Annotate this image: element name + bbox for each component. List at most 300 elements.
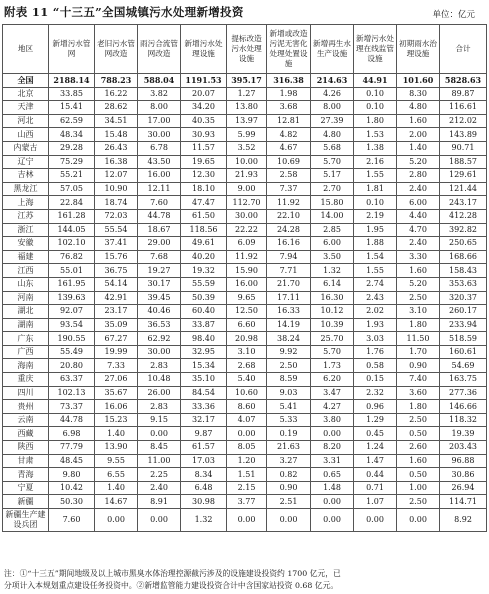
value-cell: 144.05 (49, 223, 95, 237)
value-cell: 6.78 (138, 141, 181, 155)
value-cell: 8.30 (397, 87, 440, 101)
investment-table (2, 24, 487, 532)
value-cell: 9.15 (138, 413, 181, 427)
value-cell: 161.28 (49, 209, 95, 223)
value-cell: 77.79 (49, 441, 95, 455)
table-row (3, 223, 487, 237)
value-cell: 9.65 (227, 291, 267, 305)
value-cell: 3.77 (227, 495, 267, 509)
value-cell: 14.00 (311, 209, 354, 223)
value-cell: 2.40 (138, 481, 181, 495)
value-cell: 32.17 (181, 413, 227, 427)
value-cell: 19.32 (181, 264, 227, 278)
value-cell: 2.74 (354, 277, 397, 291)
value-cell: 57.05 (49, 182, 95, 196)
value-cell: 1.55 (354, 169, 397, 183)
region-cell: 云南 (3, 413, 49, 427)
value-cell: 214.63 (311, 74, 354, 88)
value-cell: 30.98 (181, 495, 227, 509)
value-cell: 190.55 (49, 332, 95, 346)
value-cell: 10.60 (227, 386, 267, 400)
value-cell: 1.93 (354, 318, 397, 332)
value-cell: 8.45 (138, 441, 181, 455)
value-cell: 0.00 (267, 509, 311, 532)
region-cell: 山东 (3, 277, 49, 291)
value-cell: 54.14 (95, 277, 138, 291)
column-header: 初期雨水治理设施 (397, 25, 440, 74)
table-row (3, 495, 487, 509)
value-cell: 0.82 (267, 468, 311, 482)
region-cell: 新疆 (3, 495, 49, 509)
value-cell: 0.90 (267, 481, 311, 495)
column-header: 新增污水处理在线监管设施 (354, 25, 397, 74)
region-cell: 宁夏 (3, 481, 49, 495)
value-cell: 1.38 (354, 141, 397, 155)
region-cell: 上海 (3, 196, 49, 210)
value-cell: 37.41 (95, 237, 138, 251)
value-cell: 212.02 (440, 114, 487, 128)
value-cell: 15.23 (95, 413, 138, 427)
value-cell: 32.95 (181, 345, 227, 359)
table-row (3, 454, 487, 468)
value-cell: 0.00 (311, 427, 354, 441)
value-cell: 3.10 (397, 305, 440, 319)
value-cell: 5828.63 (440, 74, 487, 88)
value-cell: 16.16 (267, 237, 311, 251)
value-cell: 20.07 (181, 87, 227, 101)
value-cell: 2.16 (354, 155, 397, 169)
value-cell: 2.68 (227, 359, 267, 373)
value-cell: 36.53 (138, 318, 181, 332)
value-cell: 18.74 (95, 196, 138, 210)
value-cell: 13.97 (227, 114, 267, 128)
value-cell: 250.65 (440, 237, 487, 251)
value-cell: 0.00 (227, 427, 267, 441)
total-row (3, 74, 487, 88)
region-cell: 四川 (3, 386, 49, 400)
value-cell: 146.66 (440, 400, 487, 414)
value-cell: 42.91 (95, 291, 138, 305)
value-cell: 1.80 (354, 114, 397, 128)
value-cell: 5.40 (227, 373, 267, 387)
value-cell: 6.55 (95, 468, 138, 482)
value-cell: 19.65 (181, 155, 227, 169)
value-cell: 0.50 (397, 427, 440, 441)
value-cell: 30.86 (440, 468, 487, 482)
value-cell: 0.00 (311, 509, 354, 532)
value-cell: 12.30 (181, 169, 227, 183)
value-cell: 44.91 (354, 74, 397, 88)
region-cell: 内蒙古 (3, 141, 49, 155)
value-cell: 40.35 (181, 114, 227, 128)
value-cell: 8.20 (311, 441, 354, 455)
value-cell: 15.76 (95, 250, 138, 264)
value-cell: 4.70 (397, 223, 440, 237)
value-cell: 3.10 (227, 345, 267, 359)
value-cell: 72.03 (95, 209, 138, 223)
value-cell: 8.60 (227, 400, 267, 414)
value-cell: 11.00 (138, 454, 181, 468)
value-cell: 7.71 (267, 264, 311, 278)
value-cell: 6.00 (311, 237, 354, 251)
value-cell: 76.82 (49, 250, 95, 264)
region-cell: 甘肃 (3, 454, 49, 468)
value-cell: 27.39 (311, 114, 354, 128)
column-header: 新增或改造污泥无害化处理处置设施 (267, 25, 311, 74)
header (0, 0, 489, 22)
value-cell: 0.00 (227, 509, 267, 532)
value-cell: 40.20 (181, 250, 227, 264)
value-cell: 160.61 (440, 345, 487, 359)
value-cell: 4.26 (311, 87, 354, 101)
column-header: 新增再生水生产设施 (311, 25, 354, 74)
table-row (3, 318, 487, 332)
value-cell: 73.37 (49, 400, 95, 414)
value-cell: 0.50 (397, 468, 440, 482)
value-cell: 139.63 (49, 291, 95, 305)
value-cell: 1.70 (397, 345, 440, 359)
value-cell: 2.25 (138, 468, 181, 482)
value-cell: 0.90 (397, 359, 440, 373)
value-cell: 2.40 (397, 182, 440, 196)
value-cell: 163.75 (440, 373, 487, 387)
value-cell: 260.17 (440, 305, 487, 319)
value-cell: 0.10 (354, 87, 397, 101)
value-cell: 4.67 (267, 141, 311, 155)
value-cell: 0.65 (311, 468, 354, 482)
table-row (3, 481, 487, 495)
value-cell: 1.40 (95, 481, 138, 495)
region-cell: 黑龙江 (3, 182, 49, 196)
value-cell: 96.88 (440, 454, 487, 468)
value-cell: 10.00 (227, 155, 267, 169)
value-cell: 12.81 (267, 114, 311, 128)
value-cell: 143.89 (440, 128, 487, 142)
value-cell: 17.03 (181, 454, 227, 468)
value-cell: 3.27 (267, 454, 311, 468)
value-cell: 6.09 (227, 237, 267, 251)
value-cell: 21.63 (267, 441, 311, 455)
value-cell: 61.57 (181, 441, 227, 455)
value-cell: 18.10 (181, 182, 227, 196)
value-cell: 1.29 (354, 413, 397, 427)
value-cell: 8.59 (267, 373, 311, 387)
value-cell: 3.31 (311, 454, 354, 468)
value-cell: 19.39 (440, 427, 487, 441)
value-cell: 55.59 (181, 277, 227, 291)
value-cell: 43.50 (138, 155, 181, 169)
region-cell: 全国 (3, 74, 49, 88)
value-cell: 9.00 (227, 182, 267, 196)
value-cell: 129.61 (440, 169, 487, 183)
value-cell: 2.50 (397, 413, 440, 427)
value-cell: 121.44 (440, 182, 487, 196)
value-cell: 48.34 (49, 128, 95, 142)
value-cell: 10.42 (49, 481, 95, 495)
value-cell: 24.28 (267, 223, 311, 237)
value-cell: 13.80 (227, 101, 267, 115)
value-cell: 8.00 (138, 101, 181, 115)
value-cell: 10.90 (95, 182, 138, 196)
region-cell: 浙江 (3, 223, 49, 237)
table-row (3, 128, 487, 142)
value-cell: 7.60 (49, 509, 95, 532)
value-cell: 63.37 (49, 373, 95, 387)
value-cell: 55.49 (49, 345, 95, 359)
value-cell: 22.84 (49, 196, 95, 210)
value-cell: 30.93 (181, 128, 227, 142)
value-cell: 50.30 (49, 495, 95, 509)
unit-label: 单位：亿元 (432, 10, 475, 20)
value-cell: 7.60 (138, 196, 181, 210)
value-cell: 3.52 (227, 141, 267, 155)
value-cell: 203.43 (440, 441, 487, 455)
value-cell: 788.23 (95, 74, 138, 88)
value-cell: 8.92 (440, 509, 487, 532)
value-cell: 353.63 (440, 277, 487, 291)
value-cell: 6.98 (49, 427, 95, 441)
value-cell: 17.00 (138, 114, 181, 128)
value-cell: 36.75 (95, 264, 138, 278)
value-cell: 0.10 (354, 196, 397, 210)
table-row (3, 509, 487, 532)
region-cell: 重庆 (3, 373, 49, 387)
value-cell: 29.00 (138, 237, 181, 251)
column-header: 雨污合流管网改造 (138, 25, 181, 74)
table-row (3, 237, 487, 251)
column-header: 新增污水管网 (49, 25, 95, 74)
value-cell: 16.22 (95, 87, 138, 101)
value-cell: 1.24 (354, 441, 397, 455)
value-cell: 35.09 (95, 318, 138, 332)
value-cell: 19.27 (138, 264, 181, 278)
value-cell: 10.48 (138, 373, 181, 387)
value-cell: 118.32 (440, 413, 487, 427)
footnote (4, 568, 485, 592)
value-cell: 1.80 (397, 318, 440, 332)
region-cell: 湖北 (3, 305, 49, 319)
value-cell: 47.47 (181, 196, 227, 210)
value-cell: 89.87 (440, 87, 487, 101)
value-cell: 2.83 (138, 400, 181, 414)
value-cell: 6.20 (311, 373, 354, 387)
value-cell: 9.55 (95, 454, 138, 468)
value-cell: 9.87 (181, 427, 227, 441)
value-cell: 6.14 (311, 277, 354, 291)
region-cell: 新疆生产建设兵团 (3, 509, 49, 532)
value-cell: 277.36 (440, 386, 487, 400)
value-cell: 15.48 (95, 128, 138, 142)
value-cell: 16.33 (267, 305, 311, 319)
value-cell: 33.85 (49, 87, 95, 101)
value-cell: 29.28 (49, 141, 95, 155)
value-cell: 6.60 (227, 318, 267, 332)
value-cell: 1.27 (227, 87, 267, 101)
table-row (3, 291, 487, 305)
value-cell: 1.76 (354, 345, 397, 359)
value-cell: 23.17 (95, 305, 138, 319)
region-cell: 辽宁 (3, 155, 49, 169)
value-cell: 5.41 (267, 400, 311, 414)
region-cell: 湖南 (3, 318, 49, 332)
value-cell: 3.60 (397, 386, 440, 400)
value-cell: 9.92 (267, 345, 311, 359)
value-cell: 2.00 (397, 128, 440, 142)
region-cell: 西藏 (3, 427, 49, 441)
value-cell: 16.30 (311, 291, 354, 305)
value-cell: 61.50 (181, 209, 227, 223)
value-cell: 1.40 (95, 427, 138, 441)
value-cell: 35.10 (181, 373, 227, 387)
value-cell: 2.83 (138, 359, 181, 373)
value-cell: 38.24 (267, 332, 311, 346)
value-cell: 112.70 (227, 196, 267, 210)
table-row (3, 413, 487, 427)
value-cell: 98.40 (181, 332, 227, 346)
footnote-line-2: 分项计入本规划重点建设任务投资中。②新增监管能力建设投资合计中含国家站投资 0.68 亿元。 (4, 581, 339, 590)
table-row (3, 386, 487, 400)
value-cell: 233.94 (440, 318, 487, 332)
value-cell: 93.54 (49, 318, 95, 332)
value-cell: 39.45 (138, 291, 181, 305)
value-cell: 12.11 (138, 182, 181, 196)
value-cell: 15.41 (49, 101, 95, 115)
table-row (3, 359, 487, 373)
region-cell: 青海 (3, 468, 49, 482)
value-cell: 26.00 (138, 386, 181, 400)
value-cell: 27.06 (95, 373, 138, 387)
value-cell: 2.85 (311, 223, 354, 237)
value-cell: 1.32 (181, 509, 227, 532)
table-body (3, 74, 487, 532)
value-cell: 62.59 (49, 114, 95, 128)
value-cell: 21.93 (227, 169, 267, 183)
value-cell: 28.62 (95, 101, 138, 115)
value-cell: 2.58 (267, 169, 311, 183)
table-row (3, 209, 487, 223)
column-header: 合计 (440, 25, 487, 74)
value-cell: 26.43 (95, 141, 138, 155)
value-cell: 1.81 (354, 182, 397, 196)
value-cell: 11.57 (181, 141, 227, 155)
value-cell: 13.90 (95, 441, 138, 455)
value-cell: 2.40 (397, 237, 440, 251)
value-cell: 15.90 (227, 264, 267, 278)
value-cell: 412.28 (440, 209, 487, 223)
value-cell: 4.07 (227, 413, 267, 427)
value-cell: 4.82 (267, 128, 311, 142)
value-cell: 168.66 (440, 250, 487, 264)
value-cell: 1.55 (354, 264, 397, 278)
value-cell: 8.91 (138, 495, 181, 509)
value-cell: 116.61 (440, 101, 487, 115)
value-cell: 2.50 (267, 359, 311, 373)
region-cell: 北京 (3, 87, 49, 101)
value-cell: 35.67 (95, 386, 138, 400)
value-cell: 16.00 (138, 169, 181, 183)
column-header: 老旧污水管网改造 (95, 25, 138, 74)
region-cell: 福建 (3, 250, 49, 264)
value-cell: 30.00 (138, 128, 181, 142)
value-cell: 0.45 (354, 427, 397, 441)
value-cell: 1.53 (354, 128, 397, 142)
value-cell: 0.00 (354, 509, 397, 532)
value-cell: 1.60 (397, 114, 440, 128)
value-cell: 1.73 (311, 359, 354, 373)
value-cell: 1.32 (311, 264, 354, 278)
value-cell: 14.19 (267, 318, 311, 332)
table-row (3, 468, 487, 482)
value-cell: 101.60 (397, 74, 440, 88)
value-cell: 54.69 (440, 359, 487, 373)
value-cell: 2.51 (267, 495, 311, 509)
value-cell: 2188.14 (49, 74, 95, 88)
region-cell: 广东 (3, 332, 49, 346)
value-cell: 90.71 (440, 141, 487, 155)
value-cell: 0.58 (354, 359, 397, 373)
value-cell: 12.50 (227, 305, 267, 319)
value-cell: 7.33 (95, 359, 138, 373)
value-cell: 20.98 (227, 332, 267, 346)
value-cell: 30.00 (138, 345, 181, 359)
region-cell: 安徽 (3, 237, 49, 251)
value-cell: 8.00 (311, 101, 354, 115)
value-cell: 3.50 (311, 250, 354, 264)
header-row (3, 25, 487, 74)
value-cell: 1.20 (227, 454, 267, 468)
value-cell: 7.40 (397, 373, 440, 387)
value-cell: 60.40 (181, 305, 227, 319)
value-cell: 11.92 (227, 250, 267, 264)
value-cell: 1.48 (311, 481, 354, 495)
value-cell: 50.39 (181, 291, 227, 305)
value-cell: 7.94 (267, 250, 311, 264)
value-cell: 16.06 (95, 400, 138, 414)
value-cell: 3.82 (138, 87, 181, 101)
footnote-line-1: 注：①“十三五”期间地级及以上城市黑臭水体治理控源截污涉及的设施建设投资约 1700 亿元，已 (4, 569, 341, 578)
table-row (3, 141, 487, 155)
table-row (3, 332, 487, 346)
value-cell: 15.34 (181, 359, 227, 373)
value-cell: 6.00 (397, 196, 440, 210)
value-cell: 92.07 (49, 305, 95, 319)
value-cell: 11.50 (397, 332, 440, 346)
value-cell: 4.27 (311, 400, 354, 414)
value-cell: 588.04 (138, 74, 181, 88)
value-cell: 1.40 (397, 141, 440, 155)
region-cell: 广西 (3, 345, 49, 359)
value-cell: 6.48 (181, 481, 227, 495)
value-cell: 3.30 (397, 250, 440, 264)
value-cell: 8.34 (181, 468, 227, 482)
value-cell: 15.80 (311, 196, 354, 210)
table-row (3, 182, 487, 196)
value-cell: 320.37 (440, 291, 487, 305)
value-cell: 7.37 (267, 182, 311, 196)
value-cell: 55.21 (49, 169, 95, 183)
value-cell: 48.45 (49, 454, 95, 468)
value-cell: 5.68 (311, 141, 354, 155)
value-cell: 21.70 (267, 277, 311, 291)
value-cell: 11.92 (267, 196, 311, 210)
value-cell: 8.05 (227, 441, 267, 455)
region-cell: 吉林 (3, 169, 49, 183)
value-cell: 84.54 (181, 386, 227, 400)
value-cell: 2.50 (397, 495, 440, 509)
value-cell: 30.17 (138, 277, 181, 291)
value-cell: 17.11 (267, 291, 311, 305)
value-cell: 49.61 (181, 237, 227, 251)
